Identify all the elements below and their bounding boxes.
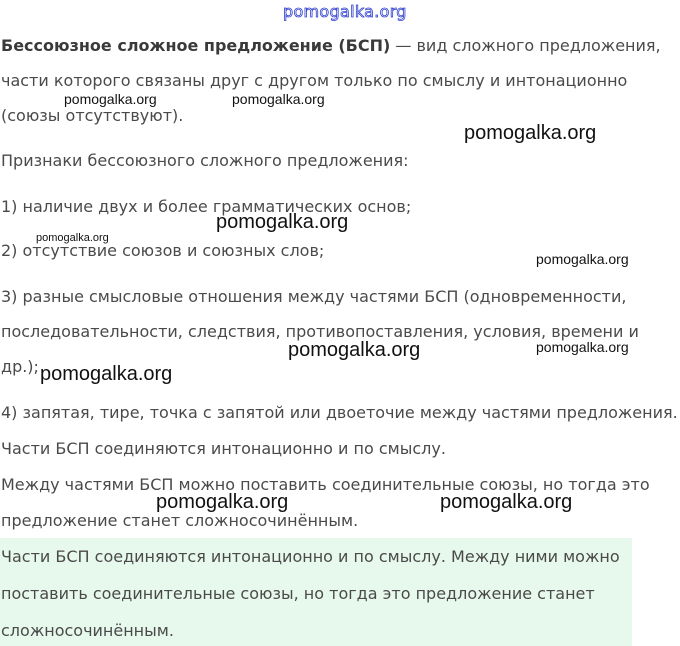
paragraph-1: Части БСП соединяются интонационно и по смыслу.	[1, 439, 446, 458]
definition-line-2: части которого связаны друг с другом только по смыслу и интонационно	[1, 71, 628, 90]
sign-item-3-line-3: др.);	[1, 357, 39, 376]
definition-line-3: (союзы отсутствуют).	[1, 106, 184, 125]
sign-item-1: 1) наличие двух и более грамматических основ;	[1, 197, 412, 216]
watermark: pomogalka.org	[232, 91, 325, 107]
watermark: pomogalka.org	[536, 339, 629, 355]
watermark: pomogalka.org	[156, 491, 289, 513]
watermark: pomogalka.org	[288, 339, 421, 361]
watermark: pomogalka.org	[536, 251, 629, 267]
sign-item-2: 2) отсутствие союзов и союзных слов;	[1, 241, 325, 260]
sign-item-4: 4) запятая, тире, точка с запятой или двоеточие между частями предложения.	[1, 403, 678, 422]
sign-item-3-line-2: последовательности, следствия, противопоставления, условия, времени и	[1, 322, 639, 341]
summary-line-2: поставить соединительные союзы, но тогда это предложение станет	[1, 584, 595, 603]
paragraph-2-line-1: Между частями БСП можно поставить соединительные союзы, но тогда это	[1, 475, 650, 494]
definition-line-1	[1, 36, 661, 56]
watermark: pomogalka.org	[464, 122, 597, 144]
definition-text: — вид сложного предложения,	[390, 36, 661, 55]
summary-line-3: сложносочинённым.	[1, 621, 174, 640]
summary-line-1: Части БСП соединяются интонационно и по смыслу. Между ними можно	[1, 547, 620, 566]
sign-item-3-line-1: 3) разные смысловые отношения между частями БСП (одновременности,	[1, 287, 627, 306]
watermark: pomogalka.org	[36, 232, 109, 244]
definition-term: Бессоюзное сложное предложение (БСП)	[1, 36, 391, 55]
paragraph-2-line-2: предложение станет сложносочинённым.	[1, 511, 359, 530]
signs-title: Признаки бессоюзного сложного предложения:	[1, 151, 409, 170]
watermark: pomogalka.org	[40, 363, 173, 385]
watermark: pomogalka.org	[440, 491, 573, 513]
watermark: pomogalka.org	[216, 211, 349, 233]
site-watermark-header: pomogalka.org	[283, 2, 407, 21]
watermark: pomogalka.org	[64, 91, 157, 107]
